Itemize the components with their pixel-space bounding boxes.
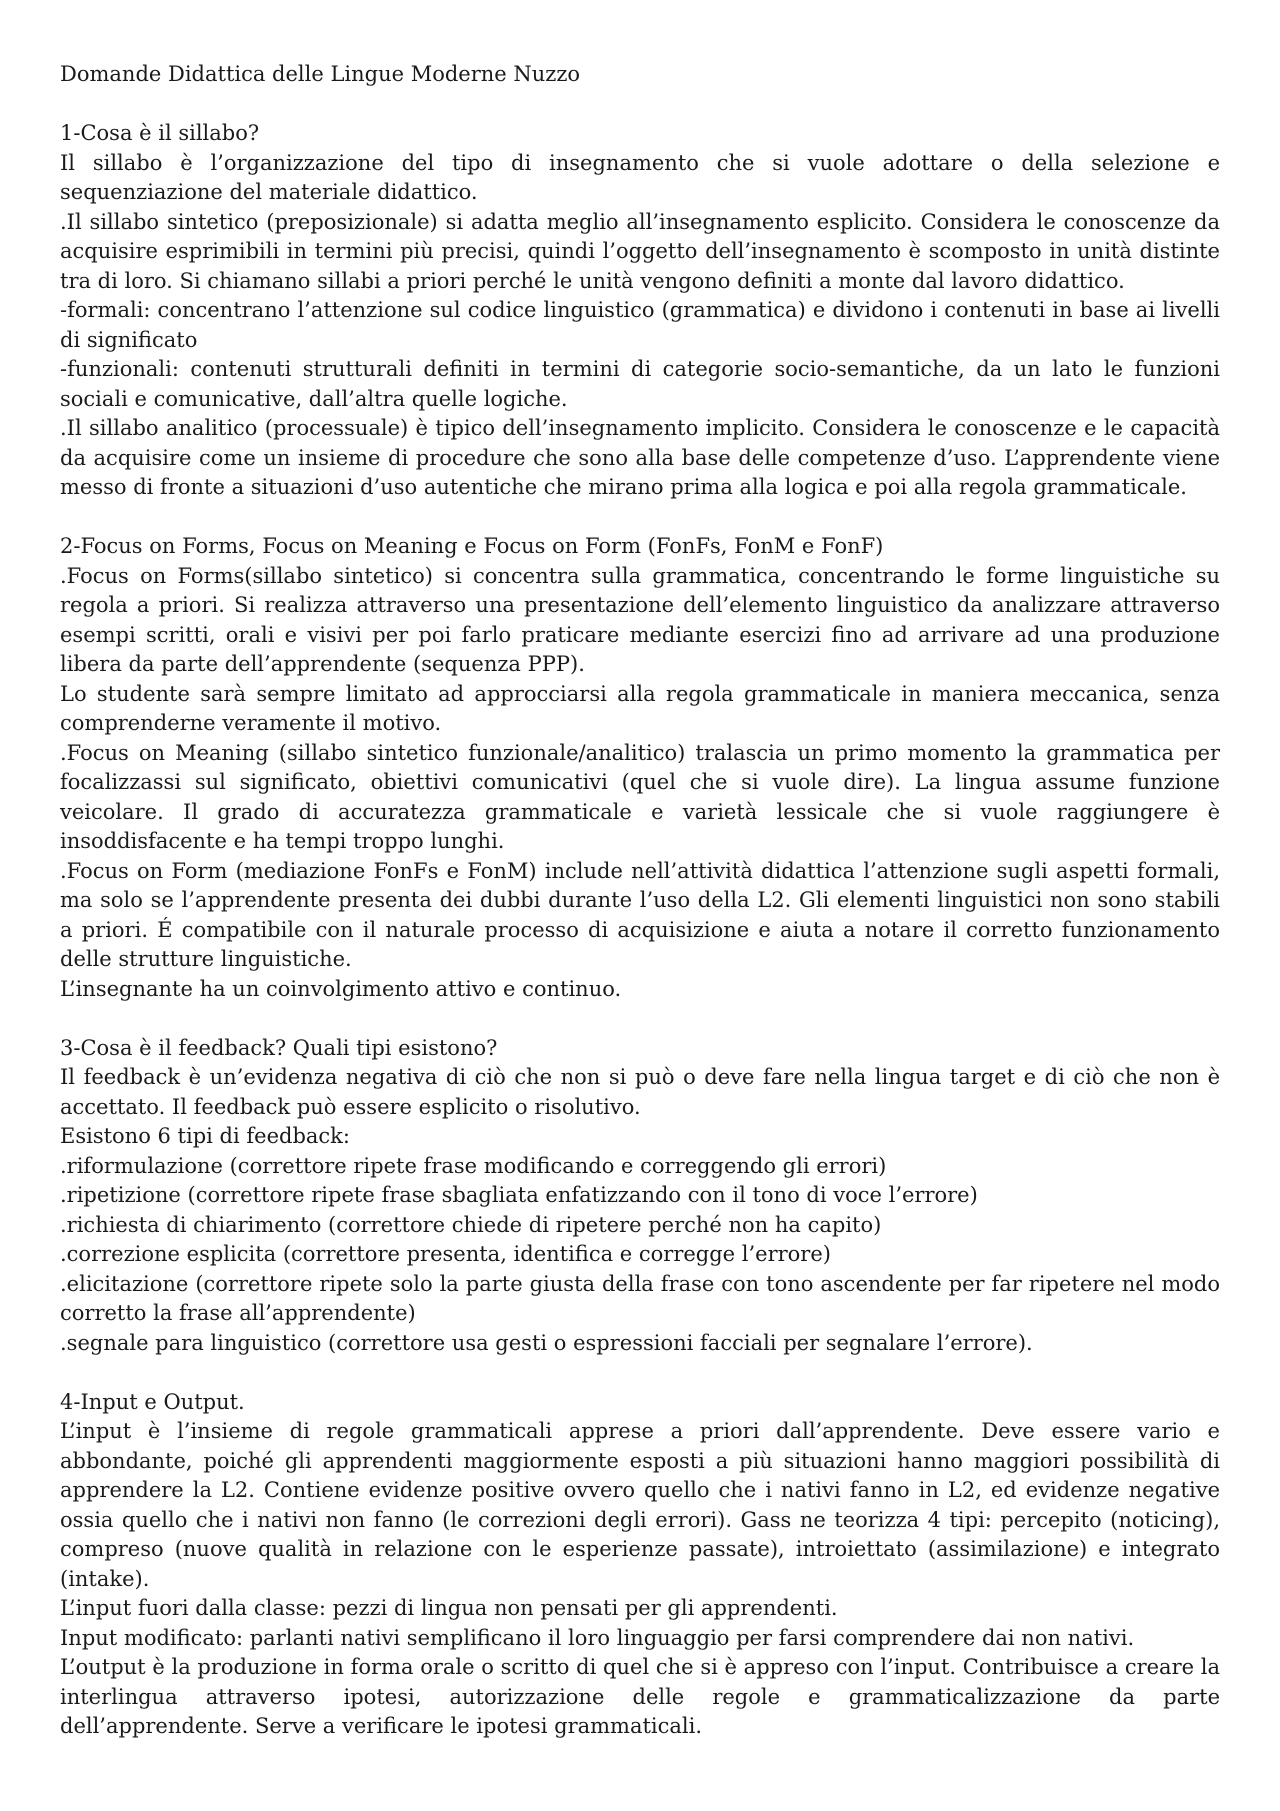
paragraph: Il feedback è un’evidenza negativa di ciò che non si può o deve fare nella lingua target e di ciò che non è accettato. Il feedback può essere esplicito o risolutivo. xyxy=(60,1065,1220,1119)
section-input-output xyxy=(60,1388,1220,1742)
section-focus-on-form xyxy=(60,532,1220,1004)
paragraph: Lo studente sarà sempre limitato ad approcciarsi alla regola grammaticale in maniera meccanica, senza comprenderne veramente il motivo. xyxy=(60,681,1220,735)
paragraph: .Focus on Meaning (sillabo sintetico funzionale/analitico) tralascia un primo momento la grammatica per focalizzassi sul significato, obiettivi comunicativi (quel che si vuole dire). La lingua assume funzione veicolare. Il grado di accuratezza grammaticale e varietà lessicale che si vuole raggiungere è insoddisfacente e ha tempi troppo lunghi. xyxy=(60,740,1220,853)
paragraph: L’input fuori dalla classe: pezzi di lingua non pensati per gli apprendenti. xyxy=(60,1596,838,1620)
list-item: .segnale para linguistico (correttore usa gesti o espressioni facciali per segnalare l’errore). xyxy=(60,1330,1033,1355)
document-title: Domande Didattica delle Lingue Moderne Nuzzo xyxy=(60,62,581,86)
list-item: .riformulazione (correttore ripete frase modificando e correggendo gli errori) xyxy=(60,1153,887,1178)
section-heading: 4-Input e Output. xyxy=(60,1389,245,1414)
paragraph: Esistono 6 tipi di feedback: xyxy=(60,1124,350,1148)
paragraph: L’output è la produzione in forma orale o scritto di quel che si è appreso con l’input. Contribuisce a creare la interlingua attraverso ipotesi, autorizzazione delle regole e grammaticalizzazione da parte dell’apprendente. Serve a verificare le ipotesi grammaticali. xyxy=(60,1655,1220,1738)
paragraph: .Il sillabo analitico (processuale) è tipico dell’insegnamento implicito. Considera le conoscenze e le capacità da acquisire come un insieme di procedure che sono alla base delle competenze d’uso. L’apprendente viene messo di fronte a situazioni d’uso autentiche che mirano prima alla logica e poi alla regola grammaticale. xyxy=(60,416,1220,499)
section-heading: 3-Cosa è il feedback? Quali tipi esistono? xyxy=(60,1035,498,1060)
paragraph: .Focus on Form (mediazione FonFs e FonM) include nell’attività didattica l’attenzione sugli aspetti formali, ma solo se l’apprendente presenta dei dubbi durante l’uso della L2. Gli elementi linguistici non sono stabili a priori. É compatibile con il naturale processo di acquisizione e aiuta a notare il corretto funzionamento delle strutture linguistiche. xyxy=(60,858,1220,971)
paragraph: .Il sillabo sintetico (preposizionale) si adatta meglio all’insegnamento esplicito. Considera le conoscenze da acquisire esprimibili in termini più precisi, quindi l’oggetto dell’insegnamento è scomposto in unità distinte tra di loro. Si chiamano sillabi a priori perché le unità vengono definiti a monte dal lavoro didattico. xyxy=(60,209,1220,293)
section-feedback xyxy=(60,1034,1220,1359)
paragraph: .Focus on Forms(sillabo sintetico) si concentra sulla grammatica, concentrando le forme linguistiche su regola a priori. Si realizza attraverso una presentazione dell’elemento linguistico da analizzare attraverso esempi scritti, orali e visivi per poi farlo praticare mediante esercizi fino ad arrivare ad una produzione libera da parte dell’apprendente (sequenza PPP). xyxy=(60,563,1220,676)
document-page xyxy=(60,60,1220,1742)
list-item: .richiesta di chiarimento (correttore chiede di ripetere perché non ha capito) xyxy=(60,1212,882,1237)
paragraph: L’insegnante ha un coinvolgimento attivo e continuo. xyxy=(60,976,622,1001)
paragraph: Il sillabo è l’organizzazione del tipo di insegnamento che si vuole adottare o della selezione e sequenziazione del materiale didattico. xyxy=(60,150,1220,204)
section-sillabo xyxy=(60,119,1220,503)
paragraph: -formali: concentrano l’attenzione sul codice linguistico (grammatica) e dividono i contenuti in base ai livelli di significato xyxy=(60,298,1220,352)
paragraph: Input modificato: parlanti nativi semplificano il loro linguaggio per farsi comprendere dai non nativi. xyxy=(60,1625,1135,1650)
list-item: .correzione esplicita (correttore presenta, identifica e corregge l’errore) xyxy=(60,1242,831,1266)
paragraph: L’input è l’insieme di regole grammaticali apprese a priori dall’apprendente. Deve essere vario e abbondante, poiché gli apprendenti maggiormente esposti a più situazioni hanno maggiori possibilità di apprendere la L2. Contiene evidenze positive ovvero quello che i nativi fanno in L2, ed evidenze negative ossia quello che i nativi non fanno (le correzioni degli errori). Gass ne teorizza 4 tipi: percepito (noticing), compreso (nuove qualità in relazione con le esperienze passate), introiettato (assimilazione) e integrato (intake). xyxy=(60,1419,1220,1591)
list-item: .ripetizione (correttore ripete frase sbagliata enfatizzando con il tono di voce l’errore) xyxy=(60,1183,978,1207)
list-item: .elicitazione (correttore ripete solo la parte giusta della frase con tono ascendente per far ripetere nel modo corretto la frase all’apprendente) xyxy=(60,1271,1220,1325)
section-heading: 2-Focus on Forms, Focus on Meaning e Focus on Form (FonFs, FonM e FonF) xyxy=(60,534,884,558)
section-heading: 1-Cosa è il sillabo? xyxy=(60,121,260,145)
paragraph: -funzionali: contenuti strutturali definiti in termini di categorie socio-semantiche, da un lato le funzioni sociali e comunicative, dall’altra quelle logiche. xyxy=(60,357,1220,411)
